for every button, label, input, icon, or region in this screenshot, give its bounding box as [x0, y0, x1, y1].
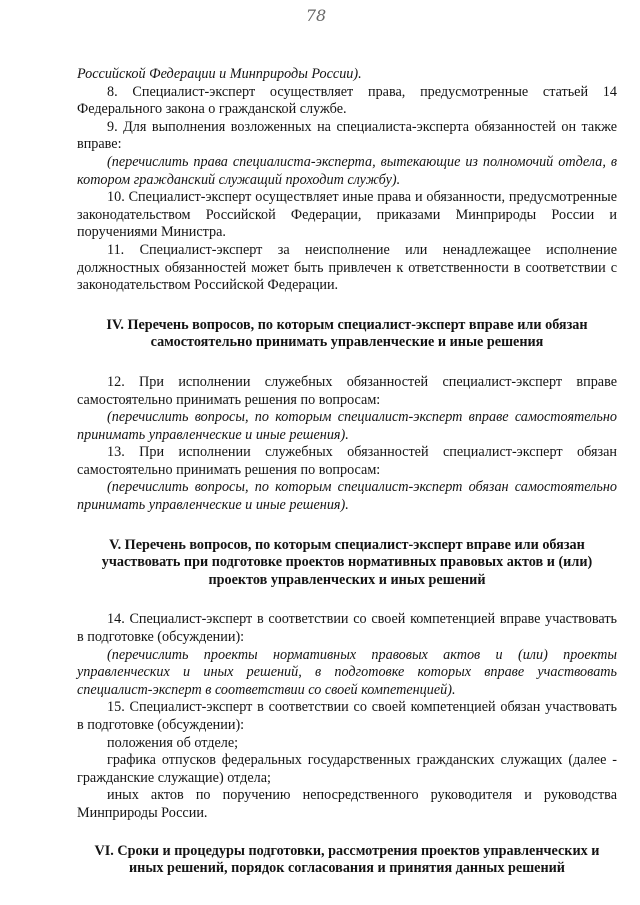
- section-heading-iv: IV. Перечень вопросов, по которым специалист-эксперт вправе или обязан самостоятельно принимать управленческие и иные решения: [106, 316, 588, 351]
- paragraph-9: 9. Для выполнения возложенных на специалиста-эксперта обязанностей он также вправе:: [77, 118, 617, 153]
- section-heading-v: V. Перечень вопросов, по которым специалист-эксперт вправе или обязан участвовать при подготовке проектов нормативных правовых актов и (или) проектов управленческих и иных решений: [101, 536, 593, 588]
- page-number: 78: [305, 6, 327, 25]
- document-body: [77, 66, 617, 878]
- paragraph-10: 10. Специалист-эксперт осуществляет иные права и обязанности, предусмотренные законодательством Российской Федерации, приказами Минприроды России и поручениями Министра.: [77, 189, 617, 241]
- paragraph-8: 8. Специалист-эксперт осуществляет права, предусмотренные статьей 14 Федерального закона о гражданской службе.: [77, 83, 617, 118]
- paragraph-12-note: (перечислить вопросы, по которым специалист-эксперт вправе самостоятельно принимать управленческие и иные решения).: [77, 409, 617, 443]
- paragraph-continuation: Российской Федерации и Минприроды России).: [77, 66, 362, 82]
- list-item: положения об отделе;: [107, 734, 239, 751]
- paragraph-13: 13. При исполнении служебных обязанностей специалист-эксперт обязан самостоятельно принимать решения по вопросам:: [77, 444, 617, 478]
- paragraph-14-note: (перечислить проекты нормативных правовых актов и (или) проекты управленческих и иных решений, в подготовке которых вправе участвовать специалист-эксперт в соответствии со своей компетенцией).: [77, 646, 617, 698]
- section-heading-vi: VI. Сроки и процедуры подготовки, рассмотрения проектов управленческих и иных решений, порядок согласования и принятия данных решений: [94, 842, 600, 877]
- paragraph-11: 11. Специалист-эксперт за неисполнение или ненадлежащее исполнение должностных обязанностей может быть привлечен к ответственности в соответствии с законодательством Российской Федерации.: [77, 241, 617, 294]
- list-item: графика отпусков федеральных государственных гражданских служащих (далее - гражданские служащие) отдела;: [77, 752, 617, 786]
- paragraph-9-note: (перечислить права специалиста-эксперта, вытекающие из полномочий отдела, в котором гражданский служащий проходит службу).: [77, 153, 617, 188]
- paragraph-14: 14. Специалист-эксперт в соответствии со своей компетенцией вправе участвовать в подготовке (обсуждении):: [77, 611, 617, 646]
- list-item: иных актов по поручению непосредственного руководителя и руководства Минприроды России.: [77, 787, 617, 821]
- paragraph-13-note: (перечислить вопросы, по которым специалист-эксперт обязан самостоятельно принимать управленческие и иные решения).: [77, 479, 617, 514]
- paragraph-12: 12. При исполнении служебных обязанностей специалист-эксперт вправе самостоятельно принимать решения по вопросам:: [77, 373, 617, 408]
- paragraph-15: 15. Специалист-эксперт в соответствии со своей компетенцией обязан участвовать в подготовке (обсуждении):: [77, 699, 617, 733]
